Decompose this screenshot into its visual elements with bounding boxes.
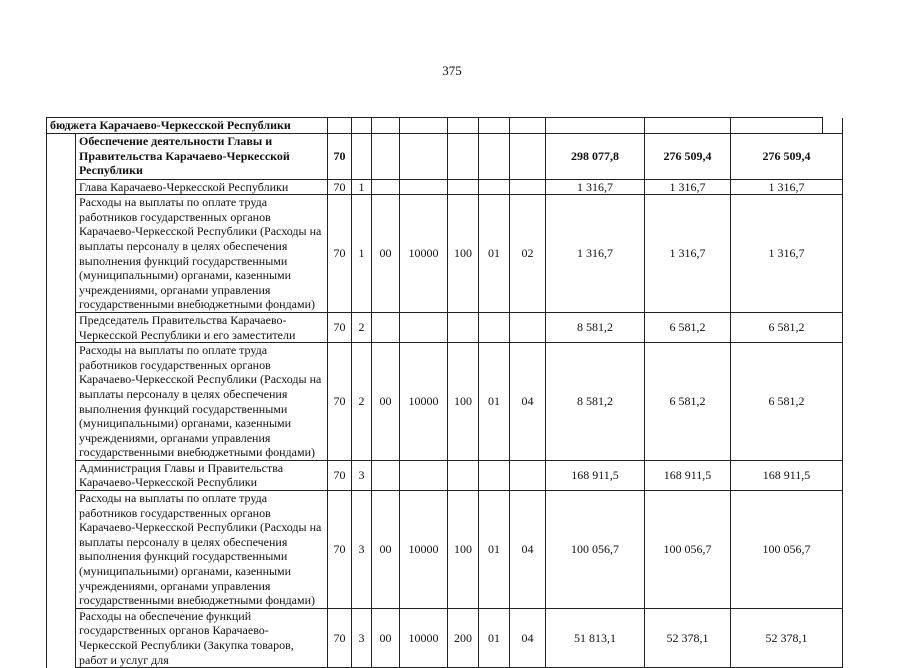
code-cell: 100 (448, 491, 479, 609)
amount-cell: 1 316,7 (546, 179, 645, 195)
code-cell (479, 133, 510, 179)
code-cell (510, 460, 546, 490)
code-cell: 01 (479, 195, 510, 313)
row-name: Администрация Главы и Правительства Карачаево-Черкесской Республики (76, 460, 328, 490)
table-row (47, 608, 843, 667)
budget-table (46, 117, 843, 668)
code-cell (400, 133, 448, 179)
code-cell (479, 460, 510, 490)
code-cell: 200 (448, 608, 479, 667)
amount-cell: 8 581,2 (546, 343, 645, 461)
amount-cell: 6 581,2 (645, 312, 731, 342)
amount-cell: 52 378,1 (645, 608, 731, 667)
code-cell: 70 (328, 133, 352, 179)
amount-cell: 1 316,7 (731, 195, 843, 313)
amount-cell: 276 509,4 (645, 133, 731, 179)
code-cell: 04 (510, 343, 546, 461)
amount-cell: 168 911,5 (645, 460, 731, 490)
table-row (47, 460, 843, 490)
code-cell: 2 (352, 343, 372, 461)
code-cell (448, 179, 479, 195)
code-cell: 10000 (400, 608, 448, 667)
code-cell: 10000 (400, 491, 448, 609)
amount-cell: 1 316,7 (645, 179, 731, 195)
code-cell: 00 (372, 195, 400, 313)
amount-cell: 1 316,7 (731, 179, 843, 195)
code-cell: 3 (352, 608, 372, 667)
code-cell: 3 (352, 491, 372, 609)
code-cell (352, 133, 372, 179)
code-cell (510, 312, 546, 342)
amount-cell: 100 056,7 (645, 491, 731, 609)
amount-cell: 1 316,7 (546, 195, 645, 313)
code-cell: 70 (328, 312, 352, 342)
code-cell (372, 312, 400, 342)
code-cell (479, 312, 510, 342)
amount-cell: 168 911,5 (731, 460, 843, 490)
amount-cell: 6 581,2 (731, 343, 843, 461)
code-cell (400, 460, 448, 490)
table-row (47, 179, 843, 195)
table-row (47, 343, 843, 461)
code-cell: 70 (328, 343, 352, 461)
code-cell: 70 (328, 460, 352, 490)
table-row (47, 491, 843, 609)
table-row (47, 133, 843, 179)
code-cell (510, 133, 546, 179)
table-header-cell: бюджета Карачаево-Черкесской Республики (47, 118, 328, 134)
code-cell (510, 179, 546, 195)
amount-cell: 100 056,7 (731, 491, 843, 609)
code-cell: 70 (328, 491, 352, 609)
table-row (47, 312, 843, 342)
code-cell (372, 179, 400, 195)
code-cell: 01 (479, 343, 510, 461)
code-cell: 70 (328, 179, 352, 195)
code-cell: 70 (328, 608, 352, 667)
amount-cell: 51 813,1 (546, 608, 645, 667)
code-cell: 1 (352, 195, 372, 313)
code-cell (400, 179, 448, 195)
code-cell: 00 (372, 608, 400, 667)
amount-cell: 1 316,7 (645, 195, 731, 313)
code-cell (479, 179, 510, 195)
row-name: Расходы на обеспечение функций государственных органов Карачаево-Черкесской Республики (Закупка товаров, работ и услуг для (76, 608, 328, 667)
code-cell: 04 (510, 491, 546, 609)
code-cell: 100 (448, 343, 479, 461)
amount-cell: 6 581,2 (645, 343, 731, 461)
code-cell (448, 133, 479, 179)
amount-cell: 298 077,8 (546, 133, 645, 179)
amount-cell: 8 581,2 (546, 312, 645, 342)
amount-cell: 100 056,7 (546, 491, 645, 609)
code-cell: 00 (372, 343, 400, 461)
row-name: Расходы на выплаты по оплате труда работников государственных органов Карачаево-Черкесской Республики (Расходы на выплаты персоналу в целях обеспечения выполнения функций государственными (муниципальными) органами, казенными учреждениями, органами управления государственными внебюджетными фондами) (76, 343, 328, 461)
row-name: Обеспечение деятельности Главы и Правительства Карачаево-Черкесской Республики (76, 133, 328, 179)
page-number: 375 (442, 63, 462, 78)
code-cell (448, 312, 479, 342)
code-cell: 2 (352, 312, 372, 342)
code-cell (400, 312, 448, 342)
amount-cell: 6 581,2 (731, 312, 843, 342)
code-cell: 01 (479, 608, 510, 667)
amount-cell: 168 911,5 (546, 460, 645, 490)
code-cell: 10000 (400, 343, 448, 461)
code-cell: 01 (479, 491, 510, 609)
code-cell: 3 (352, 460, 372, 490)
code-cell: 02 (510, 195, 546, 313)
code-cell: 04 (510, 608, 546, 667)
row-name: Председатель Правительства Карачаево-Черкесской Республики и его заместители (76, 312, 328, 342)
code-cell: 70 (328, 195, 352, 313)
code-cell: 1 (352, 179, 372, 195)
code-cell: 100 (448, 195, 479, 313)
amount-cell: 52 378,1 (731, 608, 843, 667)
table-row (47, 195, 843, 313)
table-header-row (47, 118, 843, 134)
amount-cell: 276 509,4 (731, 133, 843, 179)
code-cell (372, 460, 400, 490)
row-name: Глава Карачаево-Черкесской Республики (76, 179, 328, 195)
row-name: Расходы на выплаты по оплате труда работников государственных органов Карачаево-Черкесской Республики (Расходы на выплаты персоналу в целях обеспечения выполнения функций государственными (муниципальными) органами, казенными учреждениями, органами управления государственными внебюджетными фондами) (76, 491, 328, 609)
code-cell (372, 133, 400, 179)
row-name: Расходы на выплаты по оплате труда работников государственных органов Карачаево-Черкесской Республики (Расходы на выплаты персоналу в целях обеспечения выполнения функций государственными (муниципальными) органами, казенными учреждениями, органами управления государственными внебюджетными фондами) (76, 195, 328, 313)
code-cell: 10000 (400, 195, 448, 313)
code-cell (448, 460, 479, 490)
code-cell: 00 (372, 491, 400, 609)
